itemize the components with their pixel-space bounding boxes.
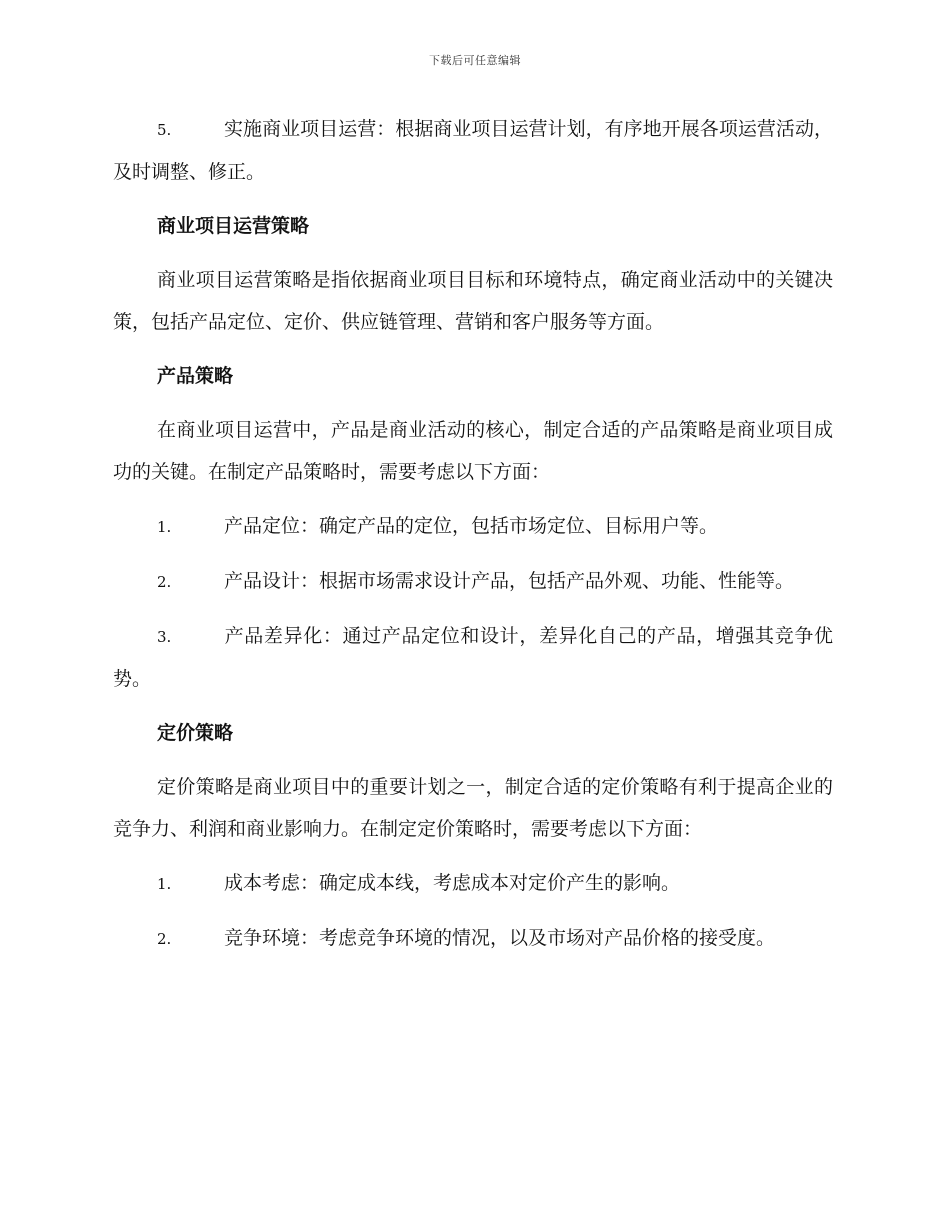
list-item xyxy=(113,108,833,193)
list-text: 产品差异化：通过产品定位和设计，差异化自己的产品，增强其竞争优势。 xyxy=(113,625,833,690)
list-number: 5. xyxy=(157,121,172,139)
list-text: 实施商业项目运营：根据商业项目运营计划，有序地开展各项运营活动，及时调整、修正。 xyxy=(113,118,833,183)
list-text: 竞争环境：考虑竞争环境的情况，以及市场对产品价格的接受度。 xyxy=(224,927,776,949)
list-number: 3. xyxy=(157,628,172,646)
list-item xyxy=(113,505,833,548)
list-number: 2. xyxy=(157,573,172,591)
list-number: 1. xyxy=(157,875,172,893)
paragraph: 定价策略是商业项目中的重要计划之一，制定合适的定价策略有利于提高企业的竞争力、利润和商业影响力。在制定定价策略时，需要考虑以下方面： xyxy=(113,776,833,840)
paragraph: 在商业项目运营中，产品是商业活动的核心，制定合适的产品策略是商业项目成功的关键。在制定产品策略时，需要考虑以下方面： xyxy=(113,419,833,483)
list-number: 2. xyxy=(157,930,172,948)
list-text: 产品定位：确定产品的定位，包括市场定位、目标用户等。 xyxy=(224,515,719,537)
section-heading: 商业项目运营策略 xyxy=(157,215,310,237)
section-heading: 产品策略 xyxy=(157,365,234,387)
list-item xyxy=(113,917,833,960)
list-item xyxy=(113,862,833,905)
list-number: 1. xyxy=(157,518,172,536)
document-body xyxy=(113,108,833,972)
page-header: 下载后可任意编辑 xyxy=(429,54,521,67)
list-text: 成本考虑：确定成本线，考虑成本对定价产生的影响。 xyxy=(224,872,681,894)
list-text: 产品设计：根据市场需求设计产品，包括产品外观、功能、性能等。 xyxy=(224,570,795,592)
list-item xyxy=(113,560,833,603)
section-heading: 定价策略 xyxy=(157,722,234,744)
paragraph: 商业项目运营策略是指依据商业项目目标和环境特点，确定商业活动中的关键决策，包括产品定位、定价、供应链管理、营销和客户服务等方面。 xyxy=(113,269,833,333)
list-item xyxy=(113,615,833,700)
